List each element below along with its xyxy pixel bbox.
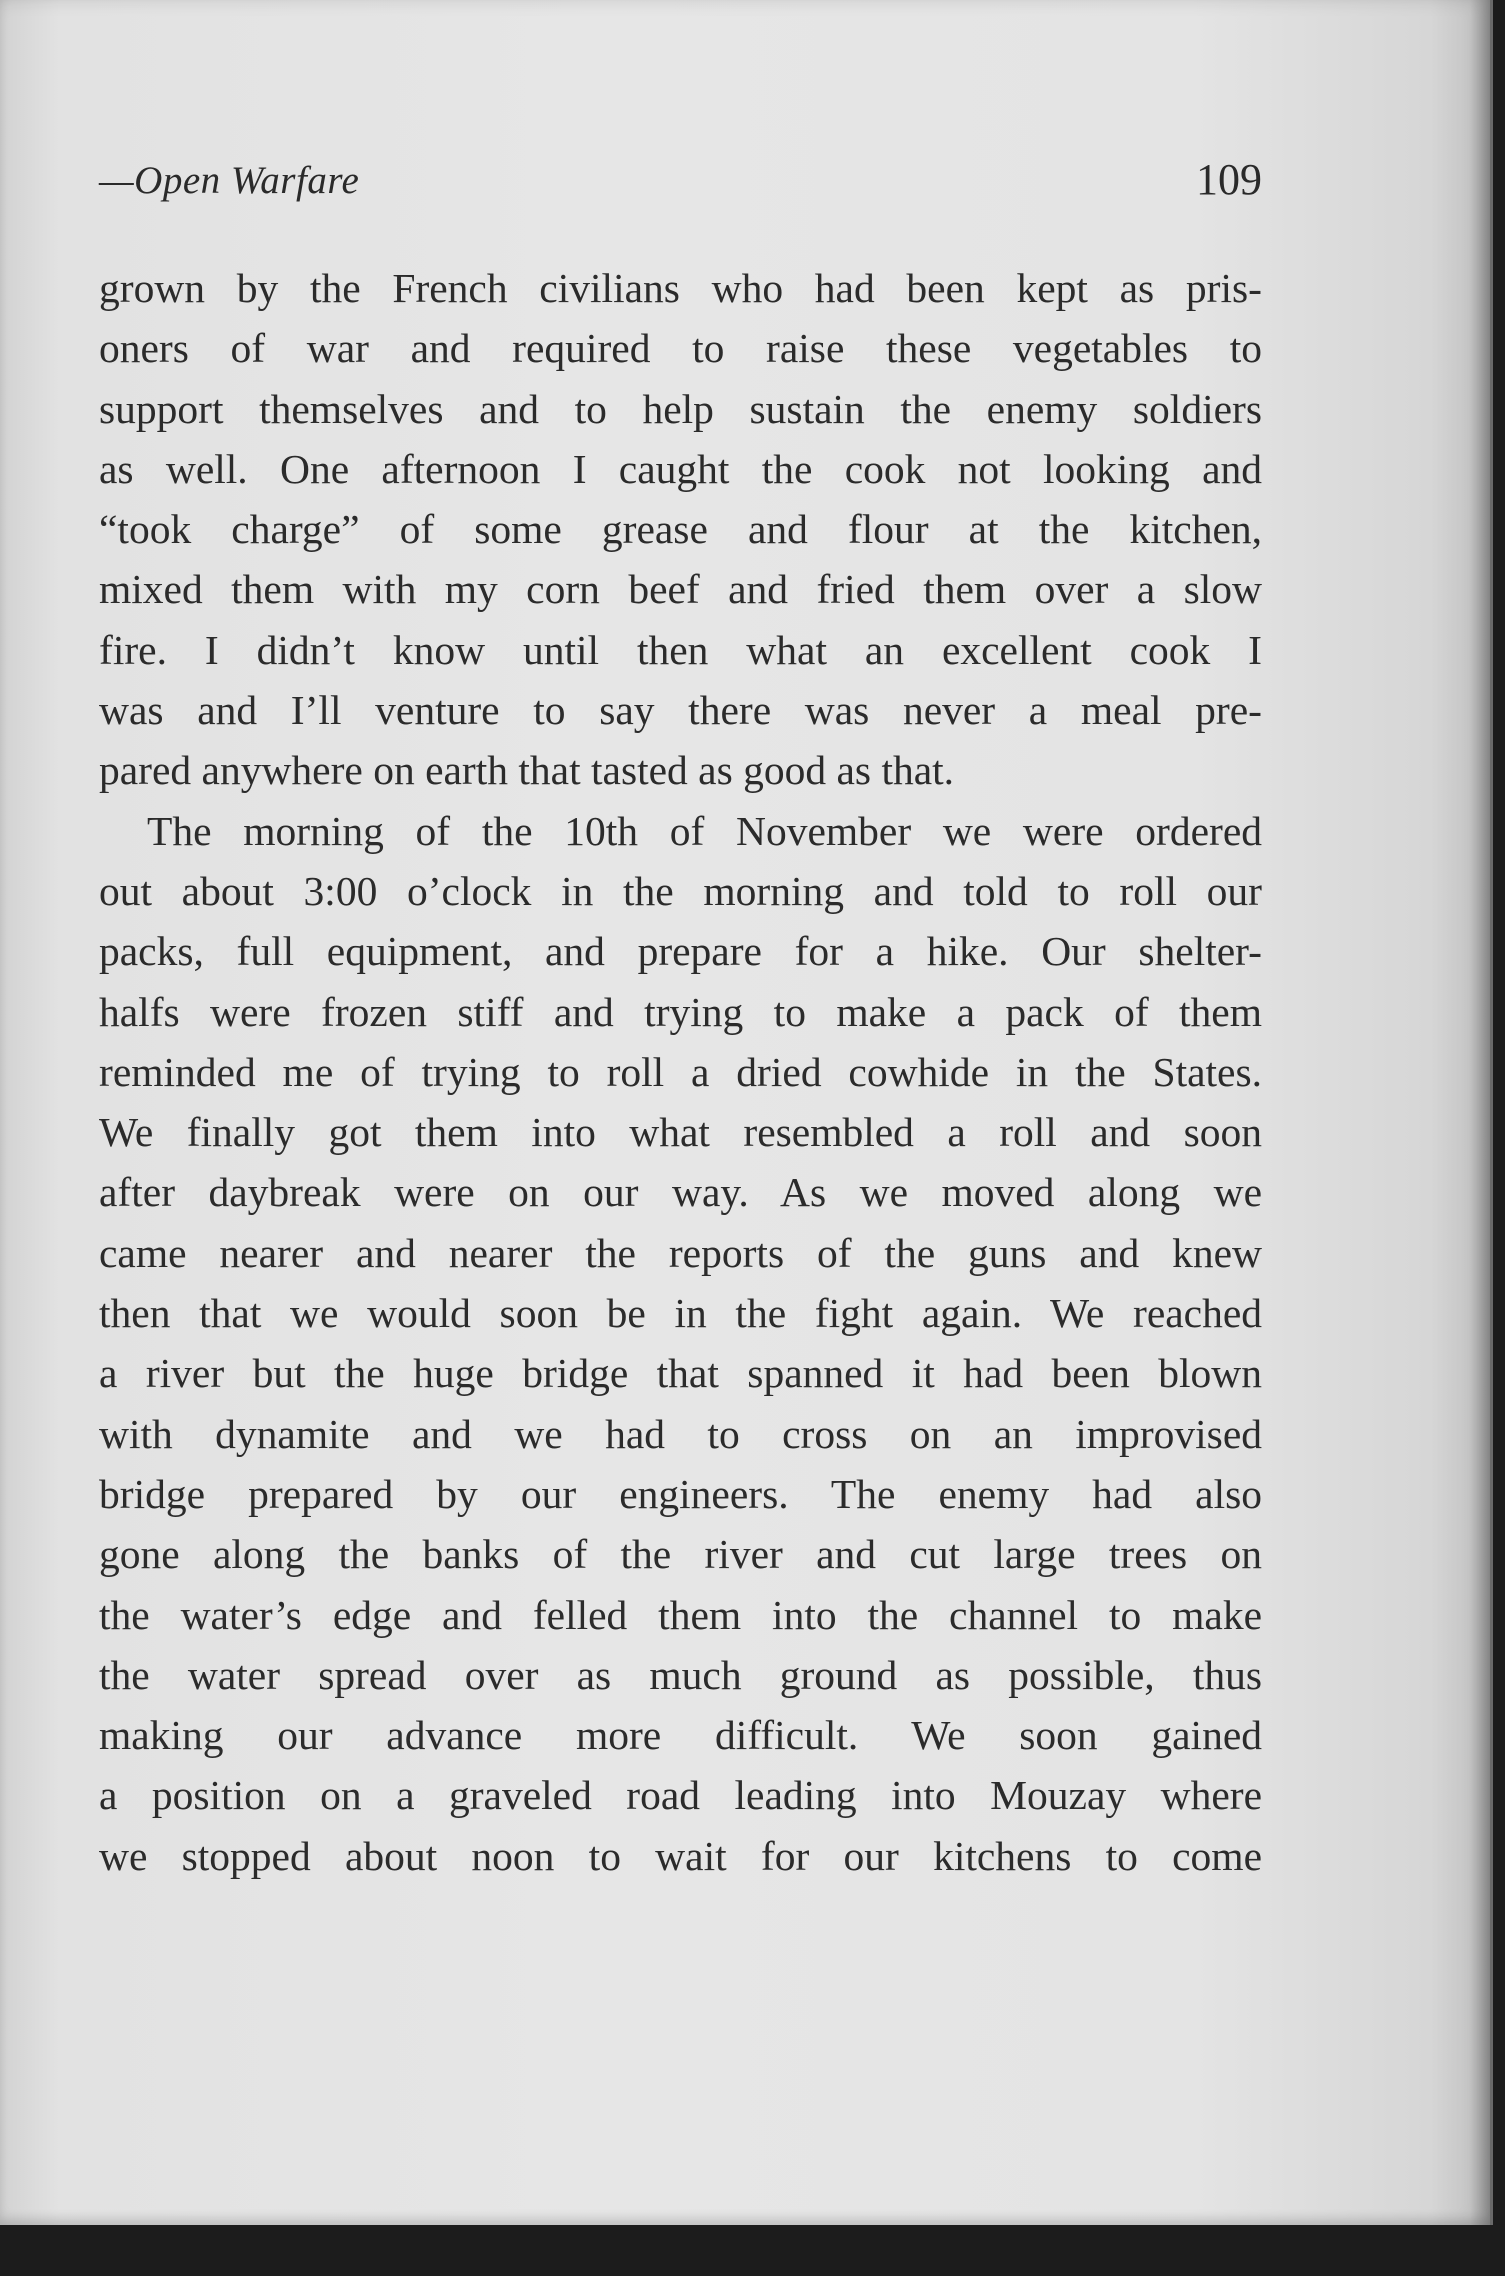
text-line: We finally got them into what resembled a roll and soon: [99, 1109, 1262, 1156]
text-line: out about 3:00 o’clock in the morning and told to roll our: [99, 867, 1262, 914]
page-edge-shadow: [1470, 0, 1490, 2225]
text-line: bridge prepared by our engineers. The enemy had also: [99, 1470, 1262, 1517]
text-line: the water spread over as much ground as possible, thus: [99, 1651, 1262, 1698]
paragraph-first-line: The morning of the 10th of November we were ordered: [147, 807, 1262, 854]
text-line: a river but the huge bridge that spanned it had been blown: [99, 1350, 1262, 1397]
text-line: halfs were frozen stiff and trying to make a pack of them: [99, 988, 1262, 1035]
text-line: “took charge” of some grease and flour at the kitchen,: [99, 506, 1262, 553]
text-line: after daybreak were on our way. As we moved along we: [99, 1169, 1262, 1216]
text-line: fire. I didn’t know until then what an excellent cook I: [99, 626, 1262, 673]
text-line: mixed them with my corn beef and fried them over a slow: [99, 566, 1262, 613]
text-line: making our advance more difficult. We soon gained: [99, 1712, 1262, 1759]
text-line: reminded me of trying to roll a dried cowhide in the States.: [99, 1048, 1262, 1095]
text-line: grown by the French civilians who had been kept as pris-: [99, 265, 1262, 311]
text-line: came nearer and nearer the reports of the guns and knew: [99, 1229, 1262, 1276]
text-line: a position on a graveled road leading into Mouzay where: [99, 1772, 1262, 1819]
text-line: packs, full equipment, and prepare for a hike. Our shelter-: [99, 928, 1262, 975]
text-line: gone along the banks of the river and cut large trees on: [99, 1531, 1262, 1578]
text-line: the water’s edge and felled them into the channel to make: [99, 1591, 1262, 1638]
text-line: support themselves and to help sustain the enemy soldiers: [99, 385, 1262, 432]
text-line: as well. One afternoon I caught the cook not looking and: [99, 445, 1262, 492]
running-head: [99, 150, 1262, 220]
text-line: we stopped about noon to wait for our kitchens to come: [99, 1832, 1262, 1879]
running-title: —Open Warfare: [99, 159, 360, 202]
text-line: oners of war and required to raise these vegetables to: [99, 325, 1262, 372]
page-number: 109: [1196, 155, 1262, 204]
text-line: then that we would soon be in the fight again. We reached: [99, 1290, 1262, 1337]
text-line: with dynamite and we had to cross on an improvised: [99, 1410, 1262, 1457]
text-line: was and I’ll venture to say there was never a meal pre-: [99, 687, 1262, 734]
paragraph-last-line: pared anywhere on earth that tasted as good as that.: [99, 747, 955, 794]
body-text: [99, 258, 1262, 1886]
